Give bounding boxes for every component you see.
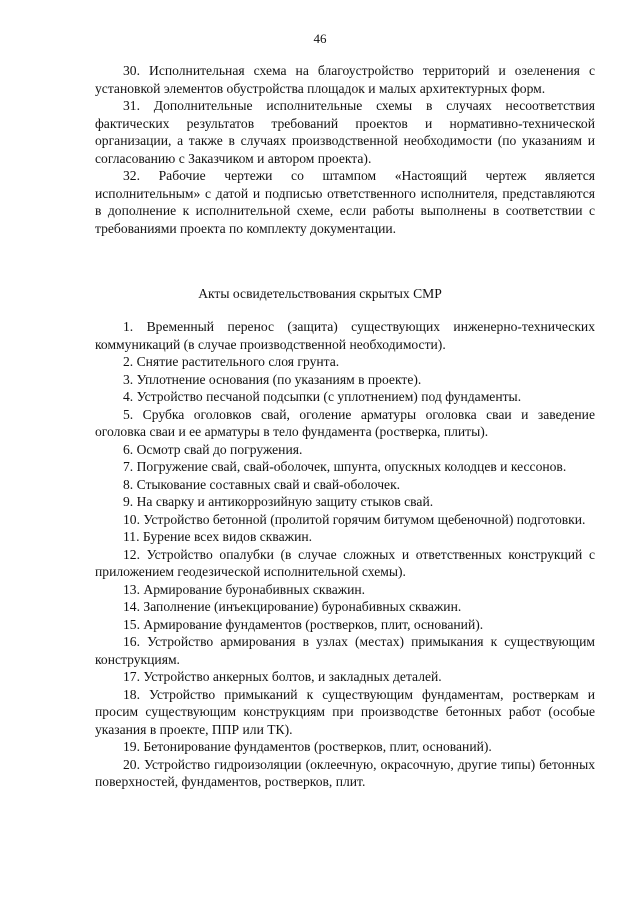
top-paragraphs [95,62,595,237]
hidden-works-acts-list [95,318,595,791]
section-title: Акты освидетельствования скрытых СМР [198,286,442,301]
list-item: 9. На сварку и антикоррозийную защиту стыков свай. [123,494,434,509]
list-item: 16. Устройство армирования в узлах (местах) примыкания к существующим конструкциям. [95,634,595,667]
list-item: 4. Устройство песчаной подсыпки (с уплотнением) под фундаменты. [123,389,522,404]
paragraph-31: 31. Дополнительные исполнительные схемы в случаях несоответствия фактических результатов требований проектов и нормативно-технической организации, а также в случаях производственной необходимости (по указаниям и согласованию с Заказчиком и автором проекта). [95,98,595,166]
list-item: 8. Стыкование составных свай и свай-оболочек. [123,476,401,492]
list-item: 12. Устройство опалубки (в случае сложных и ответственных конструкций с приложением геодезической исполнительной схемы). [95,546,595,579]
paragraph-32: 32. Рабочие чертежи со штампом «Настоящий чертеж является исполнительным» с датой и подписью ответственного исполнителя, представляются в дополнение к исполнительной схеме, если работы выполнены в соответствии с требованиями проекта по комплекту документации. [95,168,595,236]
list-item: 2. Снятие растительного слоя грунта. [123,354,340,369]
list-item: 5. Срубка оголовков свай, оголение арматуры оголовка сваи и заведение оголовка сваи и ее арматуры в тело фундамента (ростверка, плиты). [95,406,595,439]
list-item: 20. Устройство гидроизоляции (оклеечную, окрасочную, другие типы) бетонных поверхностей, фундаментов, ростверков, плит. [95,756,595,789]
list-item: 19. Бетонирование фундаментов (ростверков, плит, оснований). [123,739,492,754]
list-item: 17. Устройство анкерных болтов, и закладных деталей. [123,669,442,684]
page-number: 46 [313,31,327,46]
list-item: 15. Армирование фундаментов (ростверков, плит, оснований). [123,616,484,632]
paragraph-30: 30. Исполнительная схема на благоустройство территорий и озеленения с установкой элементов обустройства площадок и малых архитектурных форм. [95,63,595,96]
list-item: 10. Устройство бетонной (пролитой горячим битумом щебеночной) подготовки. [123,511,586,527]
list-item: 6. Осмотр свай до погружения. [123,441,303,457]
list-item: 7. Погружение свай, свай-оболочек, шпунта, опускных колодцев и кессонов. [123,459,567,474]
list-item: 18. Устройство примыканий к существующим фундаментам, ростверкам и просим существующим конструкциям при производстве бетонных работ (особые указания в проекте, ППР или ТК). [95,686,595,737]
list-item: 13. Армирование буронабивных скважин. [123,581,366,597]
list-item: 3. Уплотнение основания (по указаниям в проекте). [123,371,422,387]
list-item: 11. Бурение всех видов скважин. [123,529,313,544]
list-item: 1. Временный перенос (защита) существующих инженерно-технических коммуникаций (в случае производственной необходимости). [95,319,595,352]
list-item: 14. Заполнение (инъекцирование) буронабивных скважин. [123,599,462,614]
